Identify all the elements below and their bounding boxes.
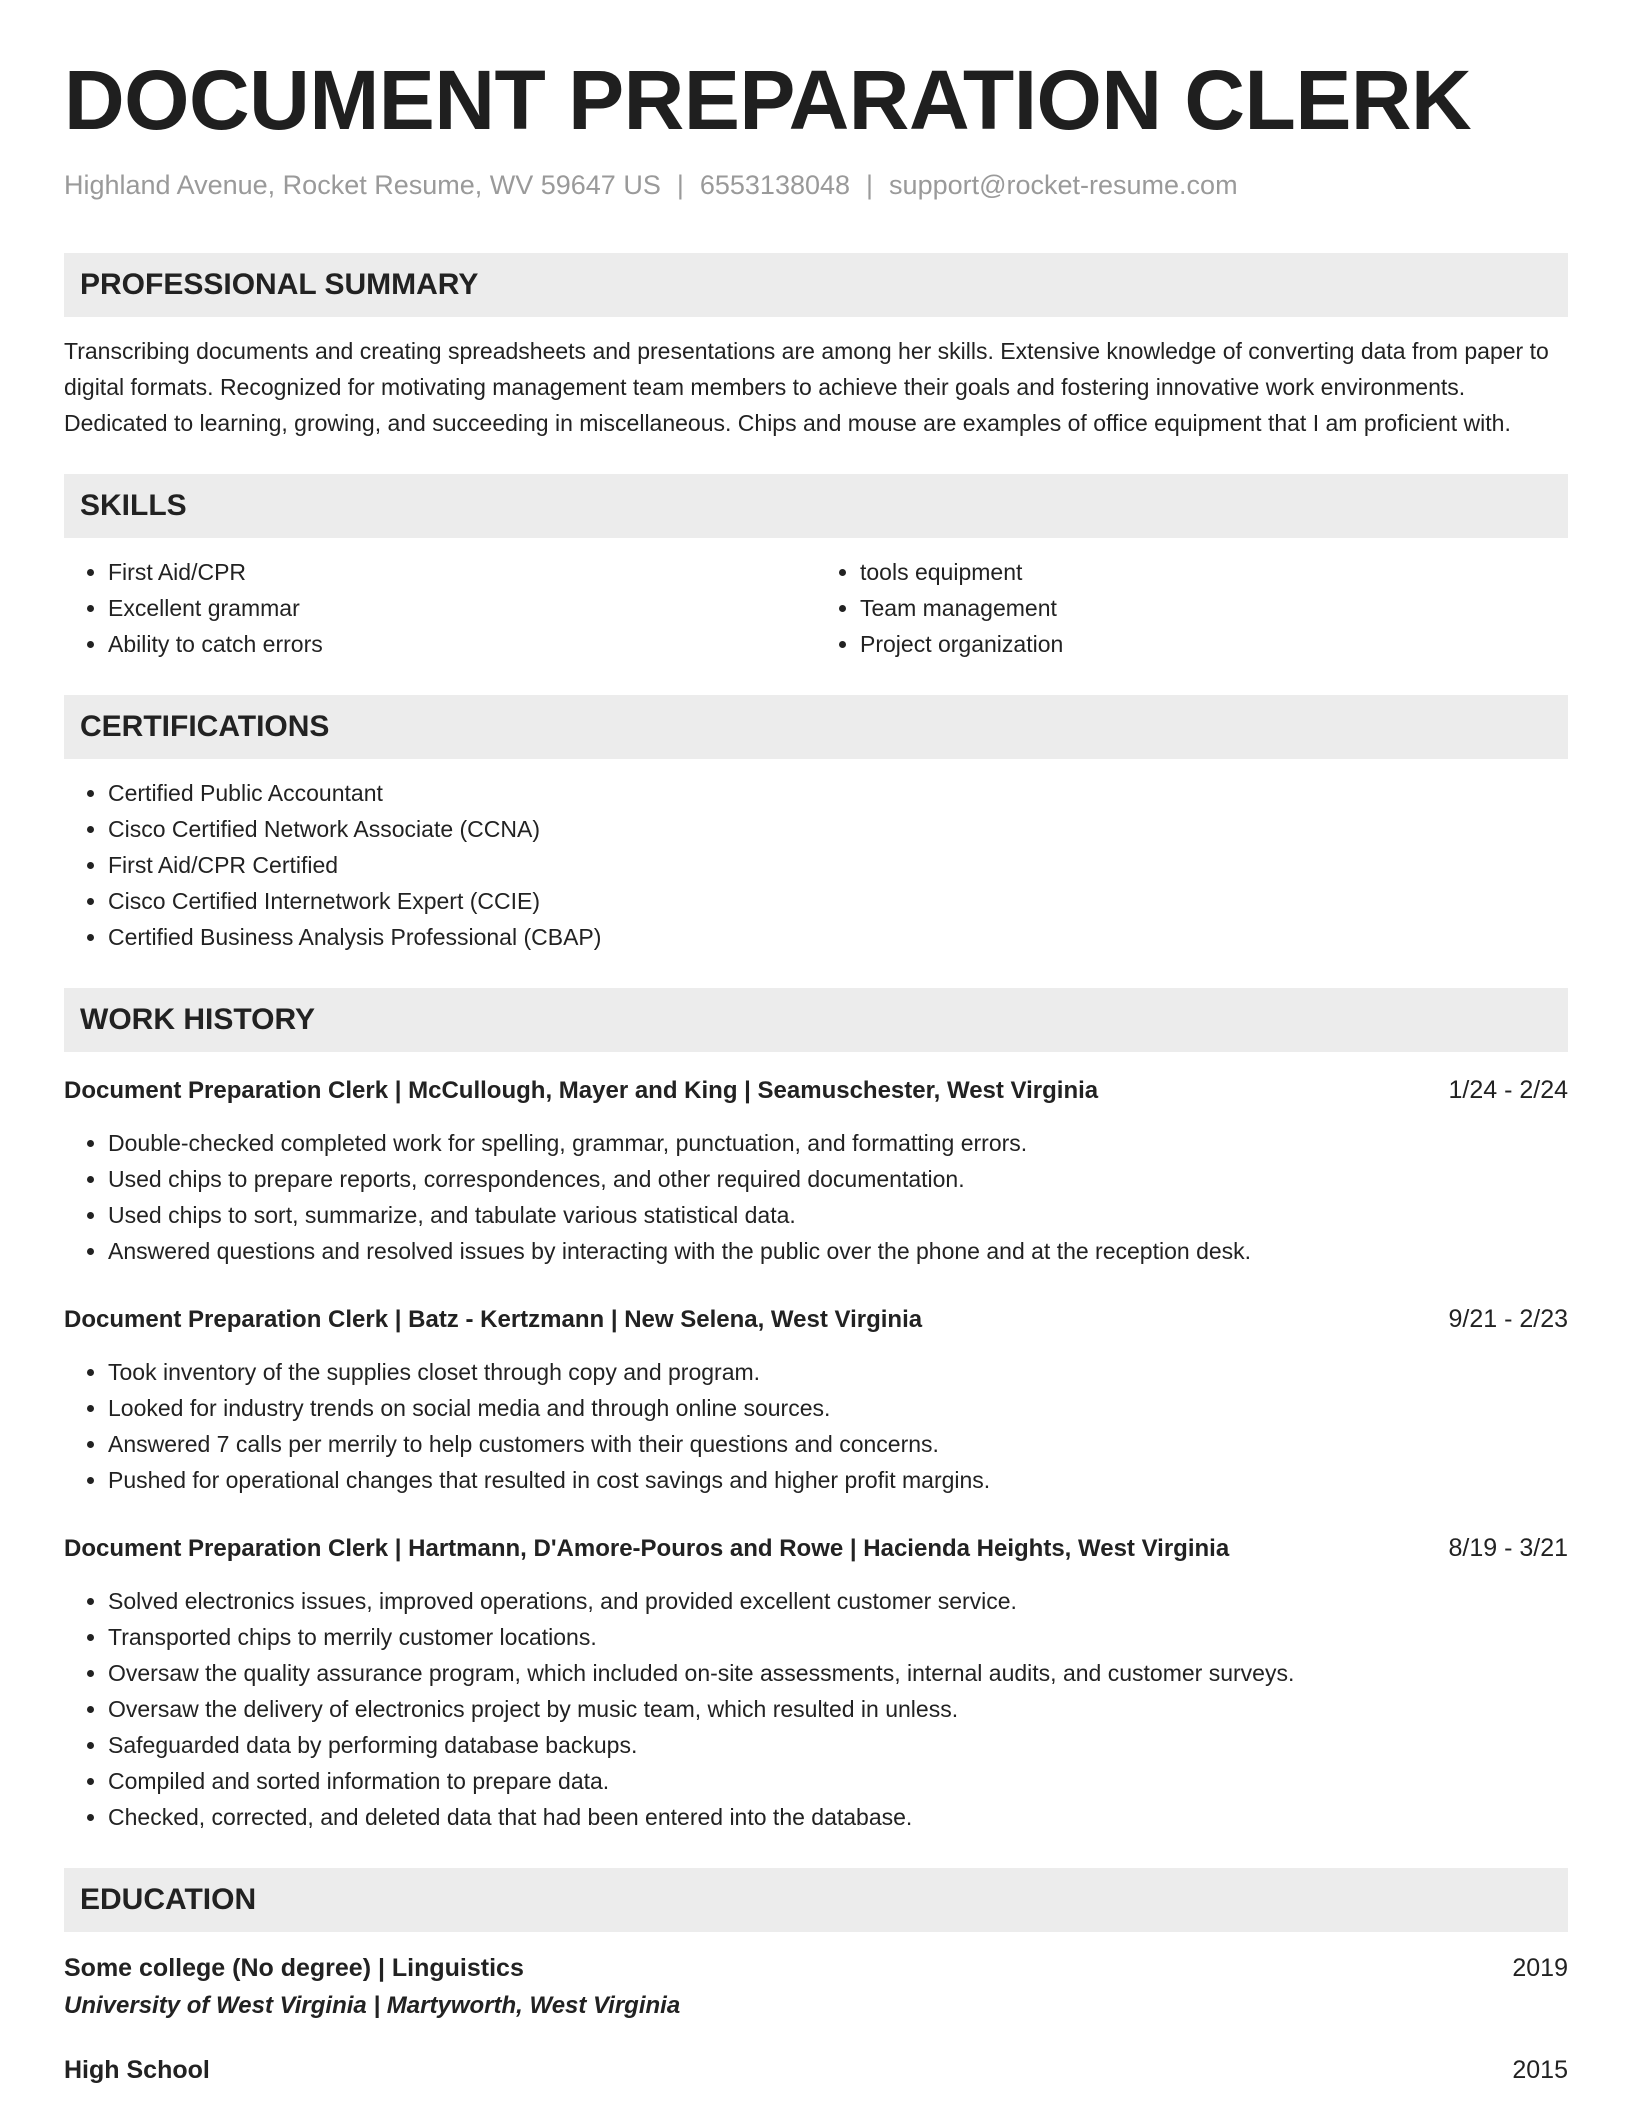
job-dates: 8/19 - 3/21 (1448, 1534, 1568, 1562)
job-bullet: • Answered 7 calls per merrily to help customers with their questions and concerns. (108, 1426, 1568, 1462)
job-bullet: • Used chips to sort, summarize, and tabulate various statistical data. (108, 1197, 1568, 1233)
skills-list-right (816, 554, 1568, 662)
job-header (64, 1530, 1568, 1567)
section-heading-skills: SKILLS (64, 474, 1568, 538)
job-title: Document Preparation Clerk | McCullough, Mayer and King | Seamuschester, West Virginia (64, 1077, 1099, 1104)
certification-item: • Certified Public Accountant (108, 775, 1568, 811)
education-year: 2015 (1512, 2056, 1568, 2084)
job-bullet: • Oversaw the quality assurance program, which included on-site assessments, internal audits, and customer surveys. (108, 1655, 1568, 1691)
contact-separator: | (866, 170, 874, 200)
summary-section (64, 253, 1568, 441)
job-bullets (64, 1583, 1568, 1835)
certification-item: • First Aid/CPR Certified (108, 847, 1568, 883)
job-bullet: • Safeguarded data by performing database backups. (108, 1727, 1568, 1763)
section-heading-certifications: CERTIFICATIONS (64, 695, 1568, 759)
job-bullets (64, 1125, 1568, 1269)
job-bullet: • Used chips to prepare reports, correspondences, and other required documentation. (108, 1161, 1568, 1197)
contact-address: Highland Avenue, Rocket Resume, WV 59647 US (64, 170, 661, 200)
job-bullet: • Took inventory of the supplies closet through copy and program. (108, 1354, 1568, 1390)
job-bullet: • Solved electronics issues, improved operations, and provided excellent customer service. (108, 1583, 1568, 1619)
job-entry (64, 1530, 1568, 1835)
education-header (64, 1950, 1568, 1986)
education-entry (64, 1950, 1568, 2026)
contact-separator: | (676, 170, 684, 200)
skills-columns (64, 554, 1568, 662)
certifications-section (64, 695, 1568, 955)
job-entry (64, 1072, 1568, 1269)
section-heading-education: EDUCATION (64, 1868, 1568, 1932)
job-bullet: • Answered questions and resolved issues by interacting with the public over the phone and at the reception desk. (108, 1233, 1568, 1269)
job-bullet: • Compiled and sorted information to prepare data. (108, 1763, 1568, 1799)
skills-list-left (64, 554, 816, 662)
skill-item: • tools equipment (860, 554, 1568, 590)
job-dates: 1/24 - 2/24 (1448, 1076, 1568, 1104)
contact-phone: 6553138048 (699, 170, 851, 200)
job-title: Document Preparation Clerk | Batz - Kertzmann | New Selena, West Virginia (64, 1306, 923, 1333)
skill-item: • Team management (860, 590, 1568, 626)
job-header (64, 1072, 1568, 1109)
skill-item: • Excellent grammar (108, 590, 816, 626)
education-section (64, 1868, 1568, 2088)
education-school: University of West Virginia | Martyworth, West Virginia (64, 1992, 681, 2019)
section-heading-summary: PROFESSIONAL SUMMARY (64, 253, 1568, 317)
education-entry (64, 2052, 1568, 2088)
skills-section (64, 474, 1568, 662)
skill-item: • Ability to catch errors (108, 626, 816, 662)
job-bullet: • Looked for industry trends on social media and through online sources. (108, 1390, 1568, 1426)
job-bullet: • Pushed for operational changes that resulted in cost savings and higher profit margins. (108, 1462, 1568, 1498)
job-title: Document Preparation Clerk | Hartmann, D'Amore-Pouros and Rowe | Hacienda Heights, West Virginia (64, 1535, 1230, 1562)
skill-item: • First Aid/CPR (108, 554, 816, 590)
education-degree: Some college (No degree) | Linguistics (64, 1954, 524, 1982)
certification-item: • Certified Business Analysis Professional (CBAP) (108, 919, 1568, 955)
section-heading-work-history: WORK HISTORY (64, 988, 1568, 1052)
job-entry (64, 1301, 1568, 1498)
education-header (64, 2052, 1568, 2088)
education-year: 2019 (1512, 1954, 1568, 1982)
skill-item: • Project organization (860, 626, 1568, 662)
job-dates: 9/21 - 2/23 (1448, 1305, 1568, 1333)
job-bullet: • Transported chips to merrily customer locations. (108, 1619, 1568, 1655)
contact-email: support@rocket-resume.com (889, 170, 1238, 200)
job-bullet: • Oversaw the delivery of electronics project by music team, which resulted in unless. (108, 1691, 1568, 1727)
certification-item: • Cisco Certified Internetwork Expert (CCIE) (108, 883, 1568, 919)
contact-line (64, 170, 1568, 201)
job-header (64, 1301, 1568, 1338)
job-bullet: • Checked, corrected, and deleted data that had been entered into the database. (108, 1799, 1568, 1835)
certification-item: • Cisco Certified Network Associate (CCNA) (108, 811, 1568, 847)
candidate-name: DOCUMENT PREPARATION CLERK (64, 53, 1472, 147)
education-degree: High School (64, 2056, 210, 2084)
certifications-list (64, 775, 1568, 955)
summary-text: Transcribing documents and creating spreadsheets and presentations are among her skills. Extensive knowledge of converting data from paper to digital formats. Recognized for motivating management team members to achieve their goals and fostering innovative work environments. Dedicated to learning, growing, and succeeding in miscellaneous. Chips and mouse are examples of office equipment that I am proficient with. (64, 338, 1549, 436)
job-bullets (64, 1354, 1568, 1498)
work-history-section (64, 988, 1568, 1835)
job-bullet: • Double-checked completed work for spelling, grammar, punctuation, and formatting errors. (108, 1125, 1568, 1161)
